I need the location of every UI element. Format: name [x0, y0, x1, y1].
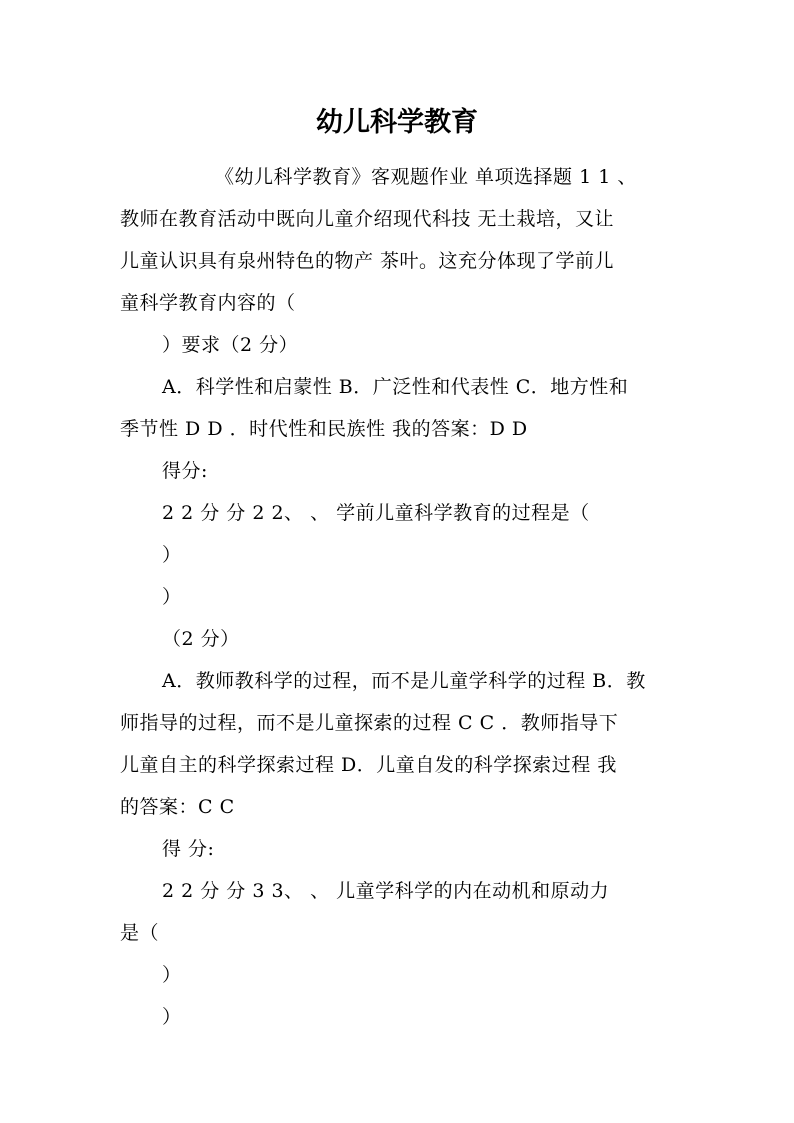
text-line: 得 分:	[162, 838, 215, 860]
text-line: （2 分）	[162, 628, 240, 650]
text-line: 2 2 分 分 2 2、 、 学前儿童科学教育的过程是（	[162, 502, 590, 524]
text-line: 《幼儿科学教育》客观题作业 单项选择题 1 1 、	[215, 166, 637, 188]
text-line: ）	[162, 544, 182, 566]
text-line: ）	[162, 964, 182, 986]
text-line: 教师在教育活动中既向儿童介绍现代科技 无土栽培，又让	[120, 208, 615, 230]
text-line: A．科学性和启蒙性 B．广泛性和代表性 C．地方性和	[162, 376, 629, 398]
text-line: ）	[162, 586, 182, 608]
text-line: 的答案：C C	[120, 796, 235, 818]
text-line: 得分:	[162, 460, 208, 482]
text-line: A．教师教科学的过程，而不是儿童学科学的过程 B．教	[162, 670, 646, 692]
text-line: 儿童自主的科学探索过程 D．儿童自发的科学探索过程 我	[120, 754, 617, 776]
text-line: 是（	[120, 922, 160, 944]
text-line: 季节性 D D ．时代性和民族性 我的答案：D D	[120, 418, 528, 440]
text-line: 2 2 分 分 3 3、 、 儿童学科学的内在动机和原动力	[162, 880, 610, 902]
text-line: ）要求（2 分）	[162, 334, 299, 356]
text-line: 童科学教育内容的（	[120, 292, 296, 314]
text-line: ）	[162, 1006, 182, 1028]
text-line: 儿童认识具有泉州特色的物产 茶叶。这充分体现了学前儿	[120, 250, 615, 272]
document-title: 幼儿科学教育	[316, 107, 478, 138]
text-line: 师指导的过程，而不是儿童探索的过程 C C ．教师指导下	[120, 712, 619, 734]
